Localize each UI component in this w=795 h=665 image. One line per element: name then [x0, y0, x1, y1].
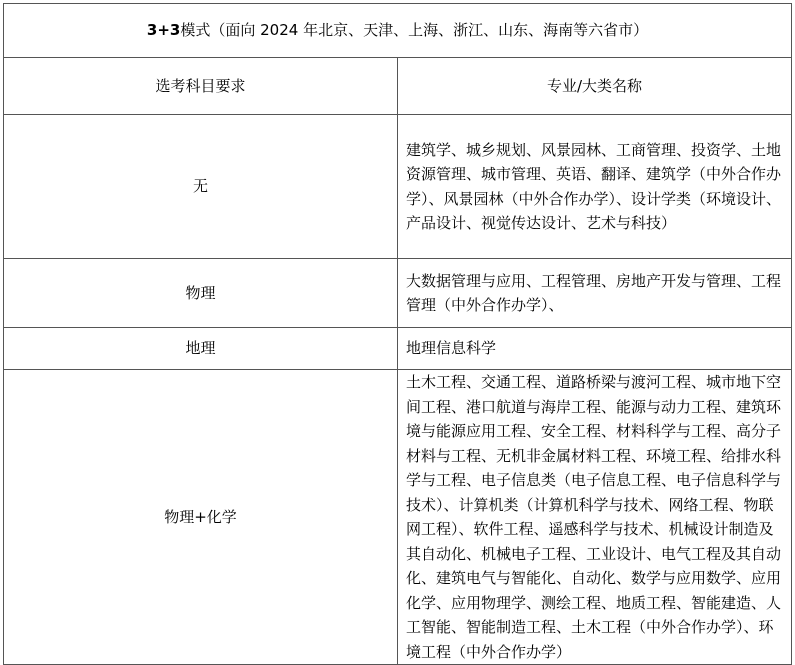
- subject-cell: 地理: [4, 328, 398, 370]
- header-subject: 选考科目要求: [4, 58, 398, 115]
- table-title-mode: 3+3: [146, 21, 181, 40]
- table-title-row: [4, 4, 792, 58]
- majors-cell: 土木工程、交通工程、道路桥梁与渡河工程、城市地下空间工程、港口航道与海岸工程、能源与动力工程、建筑环境与能源应用工程、安全工程、材料科学与工程、高分子材料与工程、无机非金属材料工程、环境工程、给排水科学与工程、电子信息类（电子信息工程、电子信息科学与技术）、计算机类（计算机科学与技术、网络工程、物联网工程）、软件工程、遥感科学与技术、机械设计制造及其自动化、机械电子工程、工业设计、电气工程及其自动化、建筑电气与智能化、自动化、数学与应用数学、应用化学、应用物理学、测绘工程、地质工程、智能建造、人工智能、智能制造工程、土木工程（中外合作办学）、环境工程（中外合作办学）: [398, 370, 792, 665]
- table-row: [4, 115, 792, 259]
- subject-cell: 物理: [4, 259, 398, 328]
- header-major: 专业/大类名称: [398, 58, 792, 115]
- majors-cell: 地理信息科学: [398, 328, 792, 370]
- subject-cell: 无: [4, 115, 398, 259]
- table-row: [4, 328, 792, 370]
- subject-cell: 物理+化学: [4, 370, 398, 665]
- table-title: [4, 4, 792, 58]
- table-row: [4, 259, 792, 328]
- table-row: [4, 370, 792, 665]
- header-row: [4, 58, 792, 115]
- subject-requirements-table: [3, 3, 792, 665]
- majors-cell: 大数据管理与应用、工程管理、房地产开发与管理、工程管理（中外合作办学）、: [398, 259, 792, 328]
- table-title-scope: 模式（面向 2024 年北京、天津、上海、浙江、山东、海南等六省市）: [180, 21, 649, 40]
- majors-cell: 建筑学、城乡规划、风景园林、工商管理、投资学、土地资源管理、城市管理、英语、翻译、建筑学（中外合作办学）、风景园林（中外合作办学）、设计学类（环境设计、产品设计、视觉传达设计、艺术与科技）: [398, 115, 792, 259]
